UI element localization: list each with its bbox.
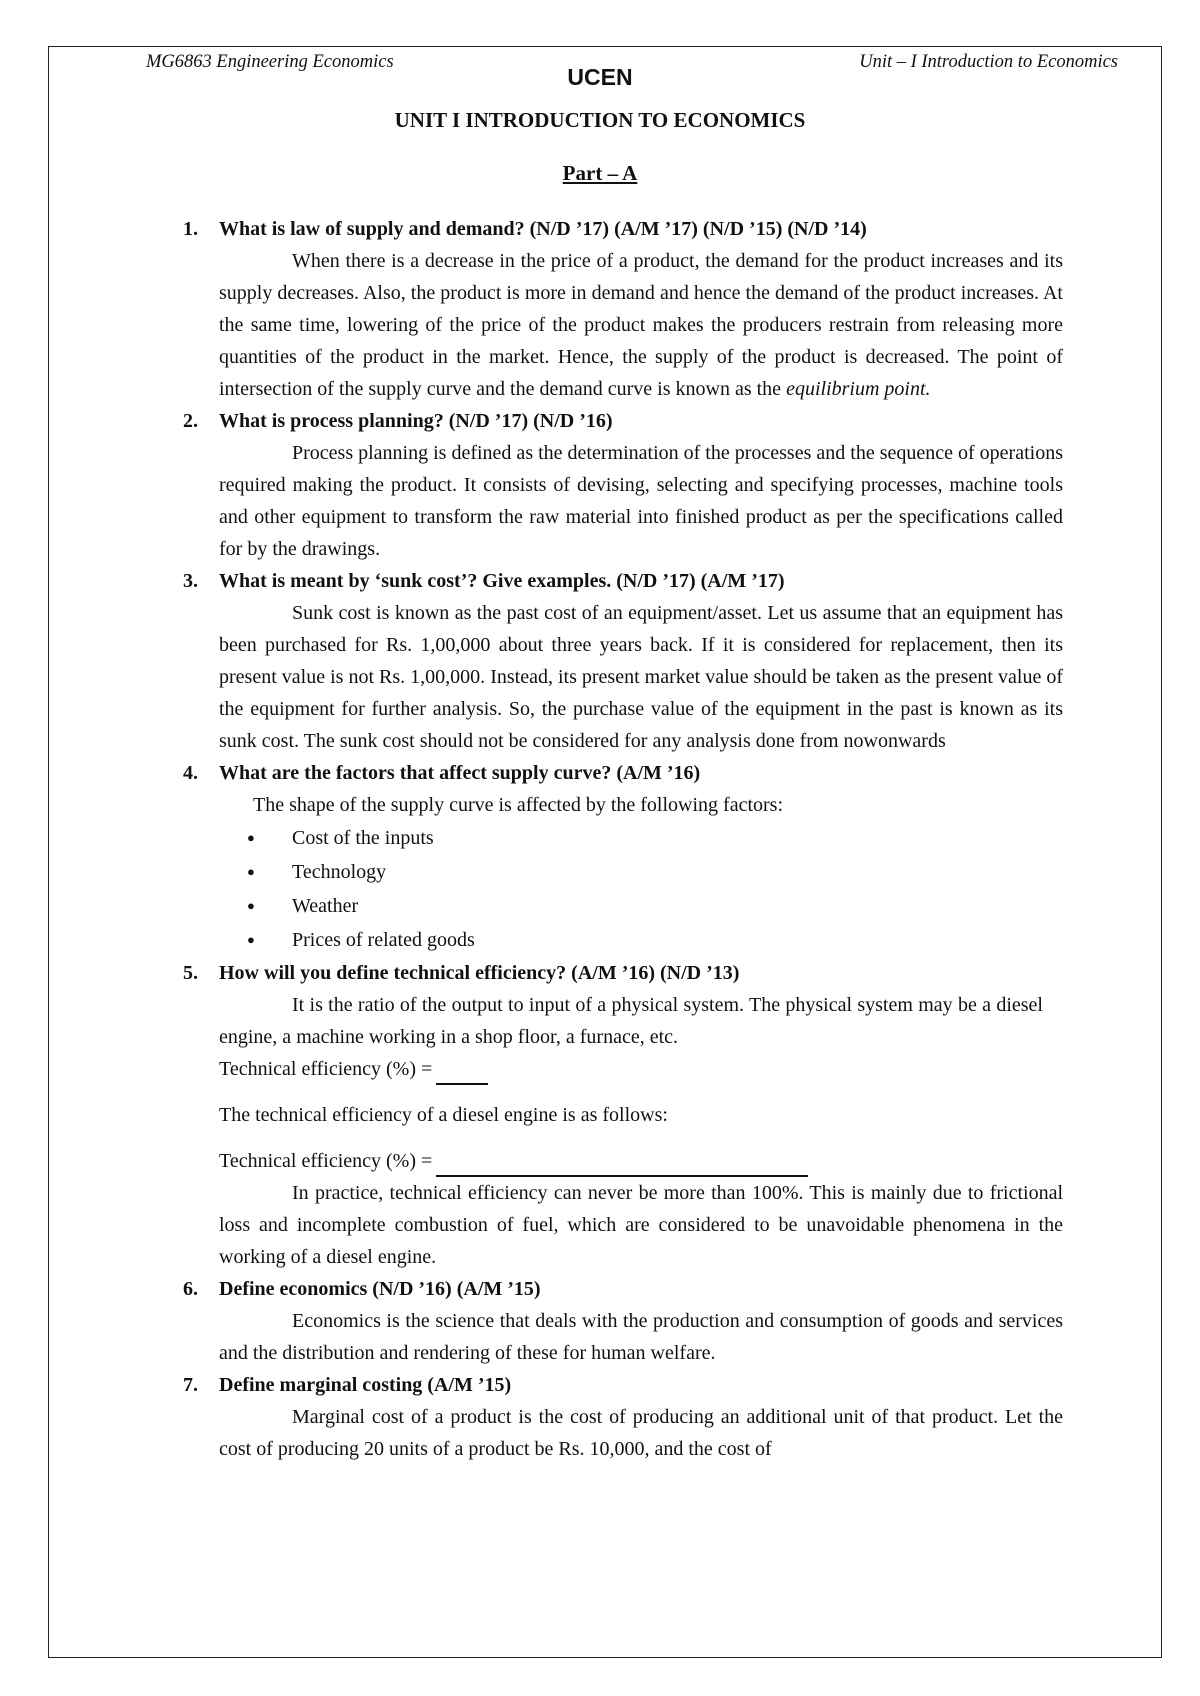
question-number: 7. bbox=[183, 1374, 198, 1396]
question-heading bbox=[183, 405, 1063, 437]
question-heading bbox=[183, 757, 1063, 789]
question-heading bbox=[183, 213, 1063, 245]
bullet-list bbox=[183, 821, 1063, 957]
question-text: How will you define technical efficiency? (A/M ’16) (N/D ’13) bbox=[219, 962, 740, 984]
question-text: What are the factors that affect supply curve? (A/M ’16) bbox=[219, 762, 701, 784]
question-text: Define marginal costing (A/M ’15) bbox=[219, 1374, 512, 1396]
list-item: ● Technology bbox=[219, 855, 1063, 889]
question-heading bbox=[183, 957, 1063, 989]
question-number: 4. bbox=[183, 762, 198, 784]
question-number: 6. bbox=[183, 1278, 198, 1300]
list-item: ● Prices of related goods bbox=[219, 923, 1063, 957]
document-body bbox=[183, 213, 1063, 1465]
answer-paragraph: In practice, technical efficiency can never be more than 100%. This is mainly due to frictional loss and incomplete combustion of fuel, which are considered to be unavoidable phenomena in the working of a diesel engine. bbox=[219, 1182, 1063, 1268]
answer-emphasis: equilibrium point. bbox=[786, 378, 931, 400]
question-heading bbox=[183, 1273, 1063, 1305]
equation bbox=[183, 1145, 1063, 1177]
question-text: What is process planning? (N/D ’17) (N/D ’16) bbox=[219, 410, 613, 432]
answer-paragraph: Marginal cost of a product is the cost of producing an additional unit of that product. Let the cost of producing 20 units of a product be Rs. 10,000, and the cost of bbox=[219, 1406, 1063, 1460]
question-number: 3. bbox=[183, 570, 198, 592]
question-number: 2. bbox=[183, 410, 198, 432]
answer-text: When there is a decrease in the price of a product, the demand for the product increases and its supply decreases. Also, the product is more in demand and hence the demand of the product increases. At the same time, lowering of the price of the product makes the producers restrain from releasing more quantities of the product in the market. Hence, the supply of the product is decreased. The point of intersection of the supply curve and the demand curve is known as the bbox=[219, 250, 1063, 400]
list-item: ● Weather bbox=[219, 889, 1063, 923]
answer-paragraph: Sunk cost is known as the past cost of an equipment/asset. Let us assume that an equipment has been purchased for Rs. 1,00,000 about three years back. If it is considered for replacement, then its present value is not Rs. 1,00,000. Instead, its present market value should be taken as the present value of the equipment for further analysis. So, the purchase value of the equipment in the past is known as its sunk cost. The sunk cost should not be considered for any analysis done from nowonwards bbox=[219, 602, 1063, 752]
answer-intro: The shape of the supply curve is affected by the following factors: bbox=[253, 794, 784, 816]
fraction-bar bbox=[436, 1073, 488, 1085]
answer-paragraph: Economics is the science that deals with the production and consumption of goods and services and the distribution and rendering of these for human welfare. bbox=[219, 1310, 1063, 1364]
section-heading: Part – A bbox=[562, 161, 638, 185]
header-logo-text: UCEN bbox=[567, 64, 633, 90]
answer-text: The technical efficiency of a diesel engine is as follows: bbox=[219, 1104, 668, 1126]
answer-paragraph: It is the ratio of the output to input of a physical system. The physical system may be a diesel engine, a machine working in a shop floor, a furnace, etc. bbox=[219, 994, 1043, 1048]
question-number: 5. bbox=[183, 962, 198, 984]
question-heading bbox=[183, 565, 1063, 597]
equation-label: Technical efficiency (%) = bbox=[219, 1150, 433, 1172]
question-number: 1. bbox=[183, 218, 198, 240]
answer-paragraph: Process planning is defined as the determination of the processes and the sequence of operations required making the product. It consists of devising, selecting and specifying processes, machine tools and other equipment to transform the raw material into finished product as per the specifications called for by the drawings. bbox=[219, 442, 1063, 560]
question-heading bbox=[183, 1369, 1063, 1401]
equation-label: Technical efficiency (%) = bbox=[219, 1058, 433, 1080]
fraction-bar bbox=[436, 1165, 808, 1177]
header-unit: Unit – I Introduction to Economics bbox=[859, 52, 1118, 72]
header-course: MG6863 Engineering Economics bbox=[146, 52, 394, 72]
list-item: ● Cost of the inputs bbox=[219, 821, 1063, 855]
question-text: What is meant by ‘sunk cost’? Give examples. (N/D ’17) (A/M ’17) bbox=[219, 570, 785, 592]
question-text: What is law of supply and demand? (N/D ’17) (A/M ’17) (N/D ’15) (N/D ’14) bbox=[219, 218, 867, 240]
answer-paragraph bbox=[183, 245, 1063, 405]
equation bbox=[183, 1053, 1063, 1085]
question-text: Define economics (N/D ’16) (A/M ’15) bbox=[219, 1278, 541, 1300]
page-title: UNIT I INTRODUCTION TO ECONOMICS bbox=[394, 108, 806, 132]
